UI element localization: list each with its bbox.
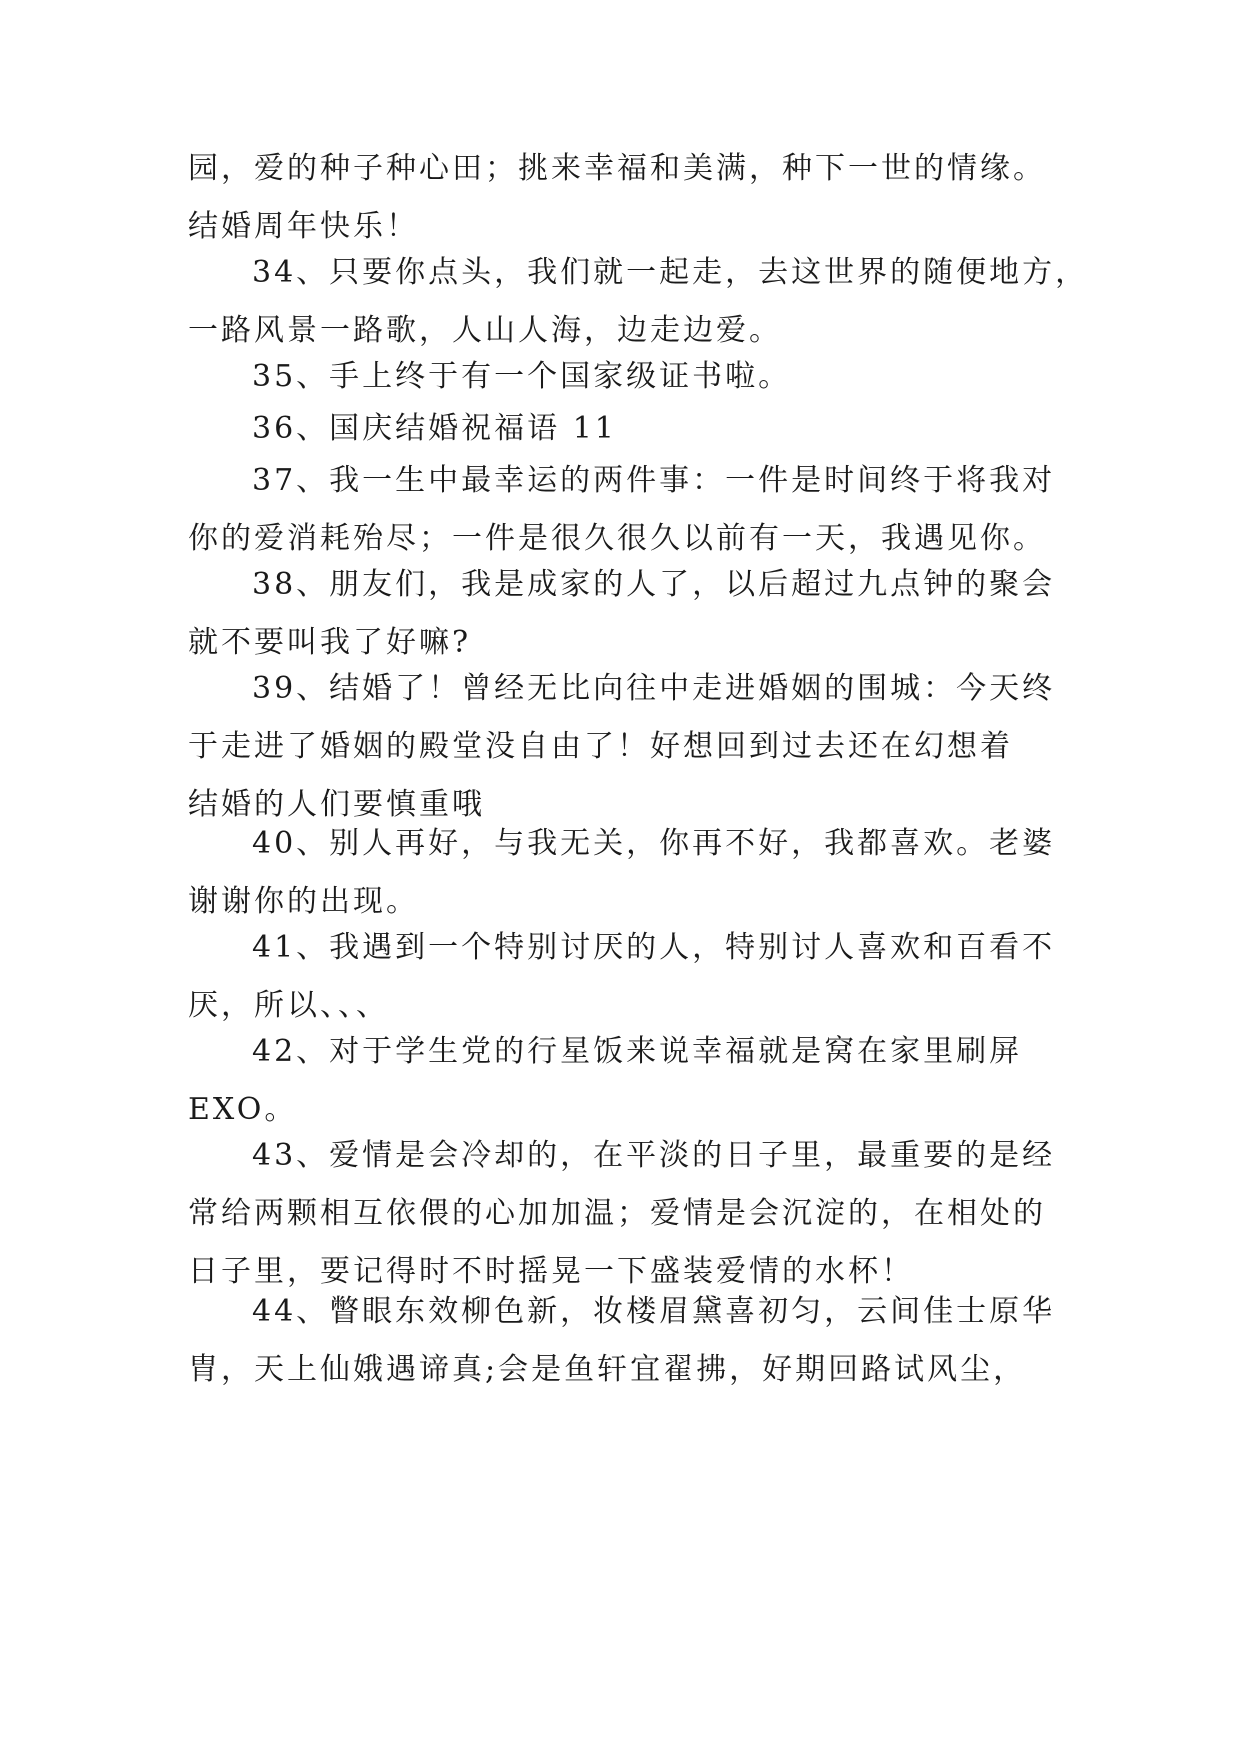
paragraph-continuation — [188, 140, 1068, 256]
text-line: 结婚周年快乐！ — [188, 209, 419, 244]
paragraph-44 — [188, 1283, 1068, 1399]
text-line: 一路风景一路歌，人山人海，边走边爱。 — [188, 313, 782, 348]
paragraph-34 — [188, 244, 1089, 360]
paragraph-38 — [188, 556, 1068, 672]
paragraph-41 — [188, 919, 1068, 1035]
text-line: 常给两颗相互依偎的心加加温；爱情是会沉淀的，在相处的 — [188, 1196, 1046, 1231]
paragraph-42 — [188, 1023, 1068, 1139]
text-line: 园，爱的种子种心田；挑来幸福和美满，种下一世的情缘。 — [188, 151, 1046, 186]
text-line: EXO。 — [188, 1092, 298, 1127]
paragraph-36 — [188, 400, 1068, 458]
text-line: 41、我遇到一个特别讨厌的人，特别讨人喜欢和百看不 — [252, 930, 1056, 965]
text-line: 42、对于学生党的行星饭来说幸福就是窝在家里刷屏 — [252, 1034, 1023, 1069]
paragraph-35 — [188, 348, 1068, 406]
paragraph-43 — [188, 1127, 1068, 1301]
text-line: 34、只要你点头，我们就一起走，去这世界的随便地方， — [252, 255, 1089, 290]
paragraph-40 — [188, 815, 1068, 931]
text-line: 日子里，要记得时不时摇晃一下盛装爱情的水杯！ — [188, 1254, 914, 1289]
text-line: 37、我一生中最幸运的两件事：一件是时间终于将我对 — [252, 463, 1056, 498]
text-line: 36、国庆结婚祝福语 11 — [252, 411, 617, 446]
text-line: 谢谢你的出现。 — [188, 884, 419, 919]
text-line: 就不要叫我了好嘛? — [188, 625, 472, 660]
text-line: 35、手上终于有一个国家级证书啦。 — [252, 359, 792, 394]
text-line: 胄，天上仙娥遇谛真;会是鱼轩宜翟拂，好期回路试风尘， — [188, 1352, 1027, 1387]
text-line: 结婚的人们要慎重哦 — [188, 787, 485, 822]
text-line: 43、爱情是会冷却的，在平淡的日子里，最重要的是经 — [252, 1138, 1056, 1173]
paragraph-37 — [188, 452, 1068, 568]
text-line: 厌，所以、、、 — [188, 988, 389, 1023]
text-line: 44、瞥眼东效柳色新，妆楼眉黛喜初匀，云间佳士原华 — [252, 1294, 1056, 1329]
text-line: 39、结婚了！曾经无比向往中走进婚姻的围城：今天终 — [252, 671, 1056, 706]
text-line: 40、别人再好，与我无关，你再不好，我都喜欢。老婆 — [252, 826, 1056, 861]
text-line: 38、朋友们，我是成家的人了，以后超过九点钟的聚会 — [252, 567, 1056, 602]
text-line: 你的爱消耗殆尽；一件是很久很久以前有一天，我遇见你。 — [188, 521, 1046, 556]
text-line: 于走进了婚姻的殿堂没自由了！好想回到过去还在幻想着 — [188, 729, 1013, 764]
paragraph-39 — [188, 660, 1068, 834]
